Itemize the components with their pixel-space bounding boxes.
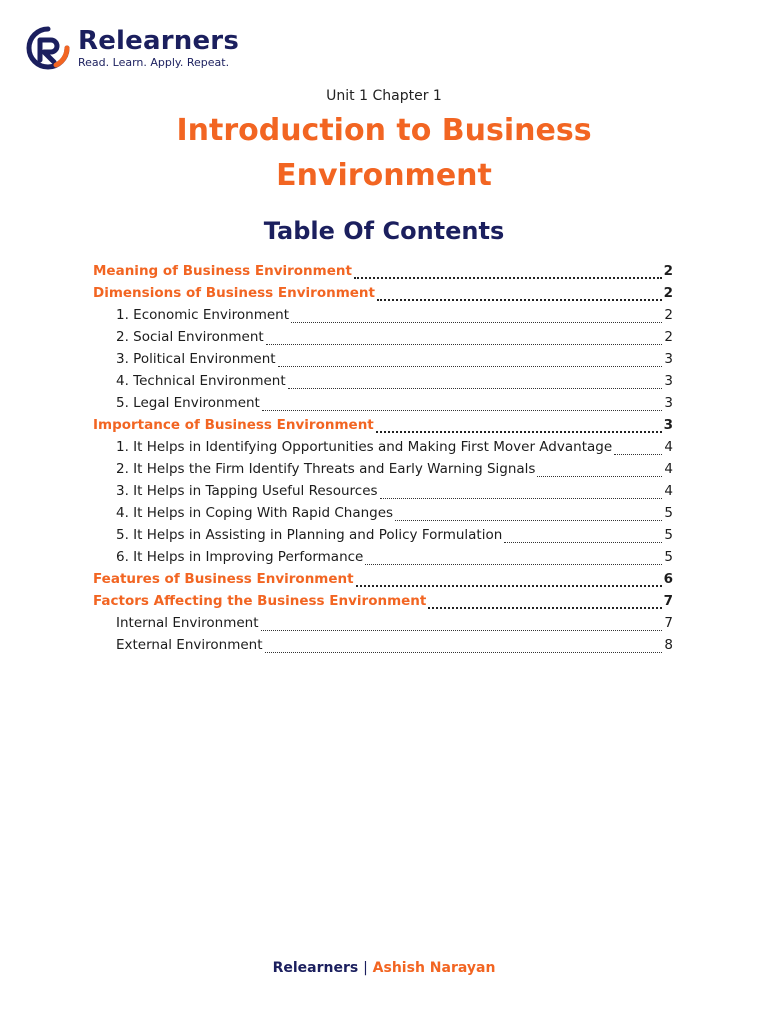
toc-subsection-link[interactable] [93, 524, 673, 546]
brand-tagline: Read. Learn. Apply. Repeat. [78, 56, 230, 69]
toc-page-number: 7 [664, 615, 673, 631]
toc-section-link[interactable] [93, 282, 673, 304]
toc-subsection-link[interactable] [93, 436, 673, 458]
toc-subsection-link[interactable] [93, 458, 673, 480]
toc-subsection-link[interactable] [93, 326, 673, 348]
toc-subsection-link[interactable] [93, 634, 673, 656]
toc-leader-dots [376, 417, 662, 433]
toc-leader-dots [428, 593, 661, 609]
toc-section-link[interactable] [93, 568, 673, 590]
toc-entry-label: 4. Technical Environment [116, 373, 286, 389]
footer-author: Ashish Narayan [372, 960, 496, 976]
toc-entry-label: 6. It Helps in Improving Performance [116, 549, 364, 565]
toc-entry-label: Importance of Business Environment [93, 417, 374, 433]
toc-page-number: 5 [664, 527, 673, 543]
toc-subsection-link[interactable] [93, 502, 673, 524]
toc-heading: Table Of Contents [263, 217, 505, 245]
toc-page-number: 5 [664, 549, 673, 565]
footer-separator: | [363, 960, 368, 976]
toc-subsection-link[interactable] [93, 392, 673, 414]
footer-brand: Relearners [272, 960, 359, 976]
toc-entry-label: 2. It Helps the Firm Identify Threats and Early Warning Signals [116, 461, 536, 477]
unit-chapter-label: Unit 1 Chapter 1 [326, 88, 442, 104]
toc-page-number: 6 [663, 571, 673, 587]
table-of-contents [93, 260, 673, 656]
toc-leader-dots [395, 506, 662, 521]
toc-entry-label: 2. Social Environment [116, 329, 264, 345]
toc-leader-dots [265, 638, 663, 653]
toc-leader-dots [504, 528, 662, 543]
toc-leader-dots [288, 374, 663, 389]
toc-entry-label: 5. It Helps in Assisting in Planning and Policy Formulation [116, 527, 503, 543]
toc-page-number: 4 [664, 439, 673, 455]
toc-page-number: 3 [664, 351, 673, 367]
toc-page-number: 2 [664, 307, 673, 323]
toc-subsection-link[interactable] [93, 546, 673, 568]
toc-leader-dots [266, 330, 663, 345]
toc-entry-label: 3. It Helps in Tapping Useful Resources [116, 483, 378, 499]
toc-leader-dots [262, 396, 663, 411]
title-line-2: Environment [276, 158, 492, 193]
toc-leader-dots [614, 440, 662, 455]
relearners-logo-icon [26, 26, 70, 70]
document-title [0, 108, 768, 198]
toc-page-number: 3 [664, 395, 673, 411]
toc-page-number: 4 [664, 461, 673, 477]
toc-section-link[interactable] [93, 414, 673, 436]
toc-section-link[interactable] [93, 590, 673, 612]
toc-page-number: 3 [664, 373, 673, 389]
toc-page-number: 3 [663, 417, 673, 433]
toc-entry-label: External Environment [116, 637, 263, 653]
toc-subsection-link[interactable] [93, 370, 673, 392]
toc-leader-dots [291, 308, 662, 323]
toc-subsection-link[interactable] [93, 348, 673, 370]
title-line-1: Introduction to Business [176, 113, 592, 148]
toc-leader-dots [377, 285, 662, 301]
toc-entry-label: 4. It Helps in Coping With Rapid Changes [116, 505, 394, 521]
toc-page-number: 2 [663, 263, 673, 279]
toc-leader-dots [380, 484, 663, 499]
toc-leader-dots [261, 616, 663, 631]
toc-leader-dots [278, 352, 663, 367]
toc-page-number: 5 [664, 505, 673, 521]
toc-leader-dots [537, 462, 662, 477]
toc-leader-dots [356, 571, 662, 587]
toc-page-number: 2 [663, 285, 673, 301]
toc-entry-label: Dimensions of Business Environment [93, 285, 375, 301]
toc-subsection-link[interactable] [93, 480, 673, 502]
toc-page-number: 7 [663, 593, 673, 609]
toc-page-number: 8 [664, 637, 673, 653]
toc-page-number: 4 [664, 483, 673, 499]
toc-entry-label: 1. It Helps in Identifying Opportunities and Making First Mover Advantage [116, 439, 613, 455]
toc-subsection-link[interactable] [93, 612, 673, 634]
toc-section-link[interactable] [93, 260, 673, 282]
toc-entry-label: 5. Legal Environment [116, 395, 260, 411]
toc-entry-label: 1. Economic Environment [116, 307, 290, 323]
toc-subsection-link[interactable] [93, 304, 673, 326]
toc-leader-dots [365, 550, 662, 565]
toc-entry-label: Internal Environment [116, 615, 259, 631]
toc-entry-label: Features of Business Environment [93, 571, 354, 587]
brand-name: Relearners [78, 26, 240, 56]
page-footer [0, 960, 768, 976]
toc-entry-label: Meaning of Business Environment [93, 263, 352, 279]
toc-entry-label: 3. Political Environment [116, 351, 276, 367]
toc-leader-dots [354, 263, 662, 279]
toc-page-number: 2 [664, 329, 673, 345]
toc-entry-label: Factors Affecting the Business Environment [93, 593, 427, 609]
brand-logo [26, 26, 239, 70]
